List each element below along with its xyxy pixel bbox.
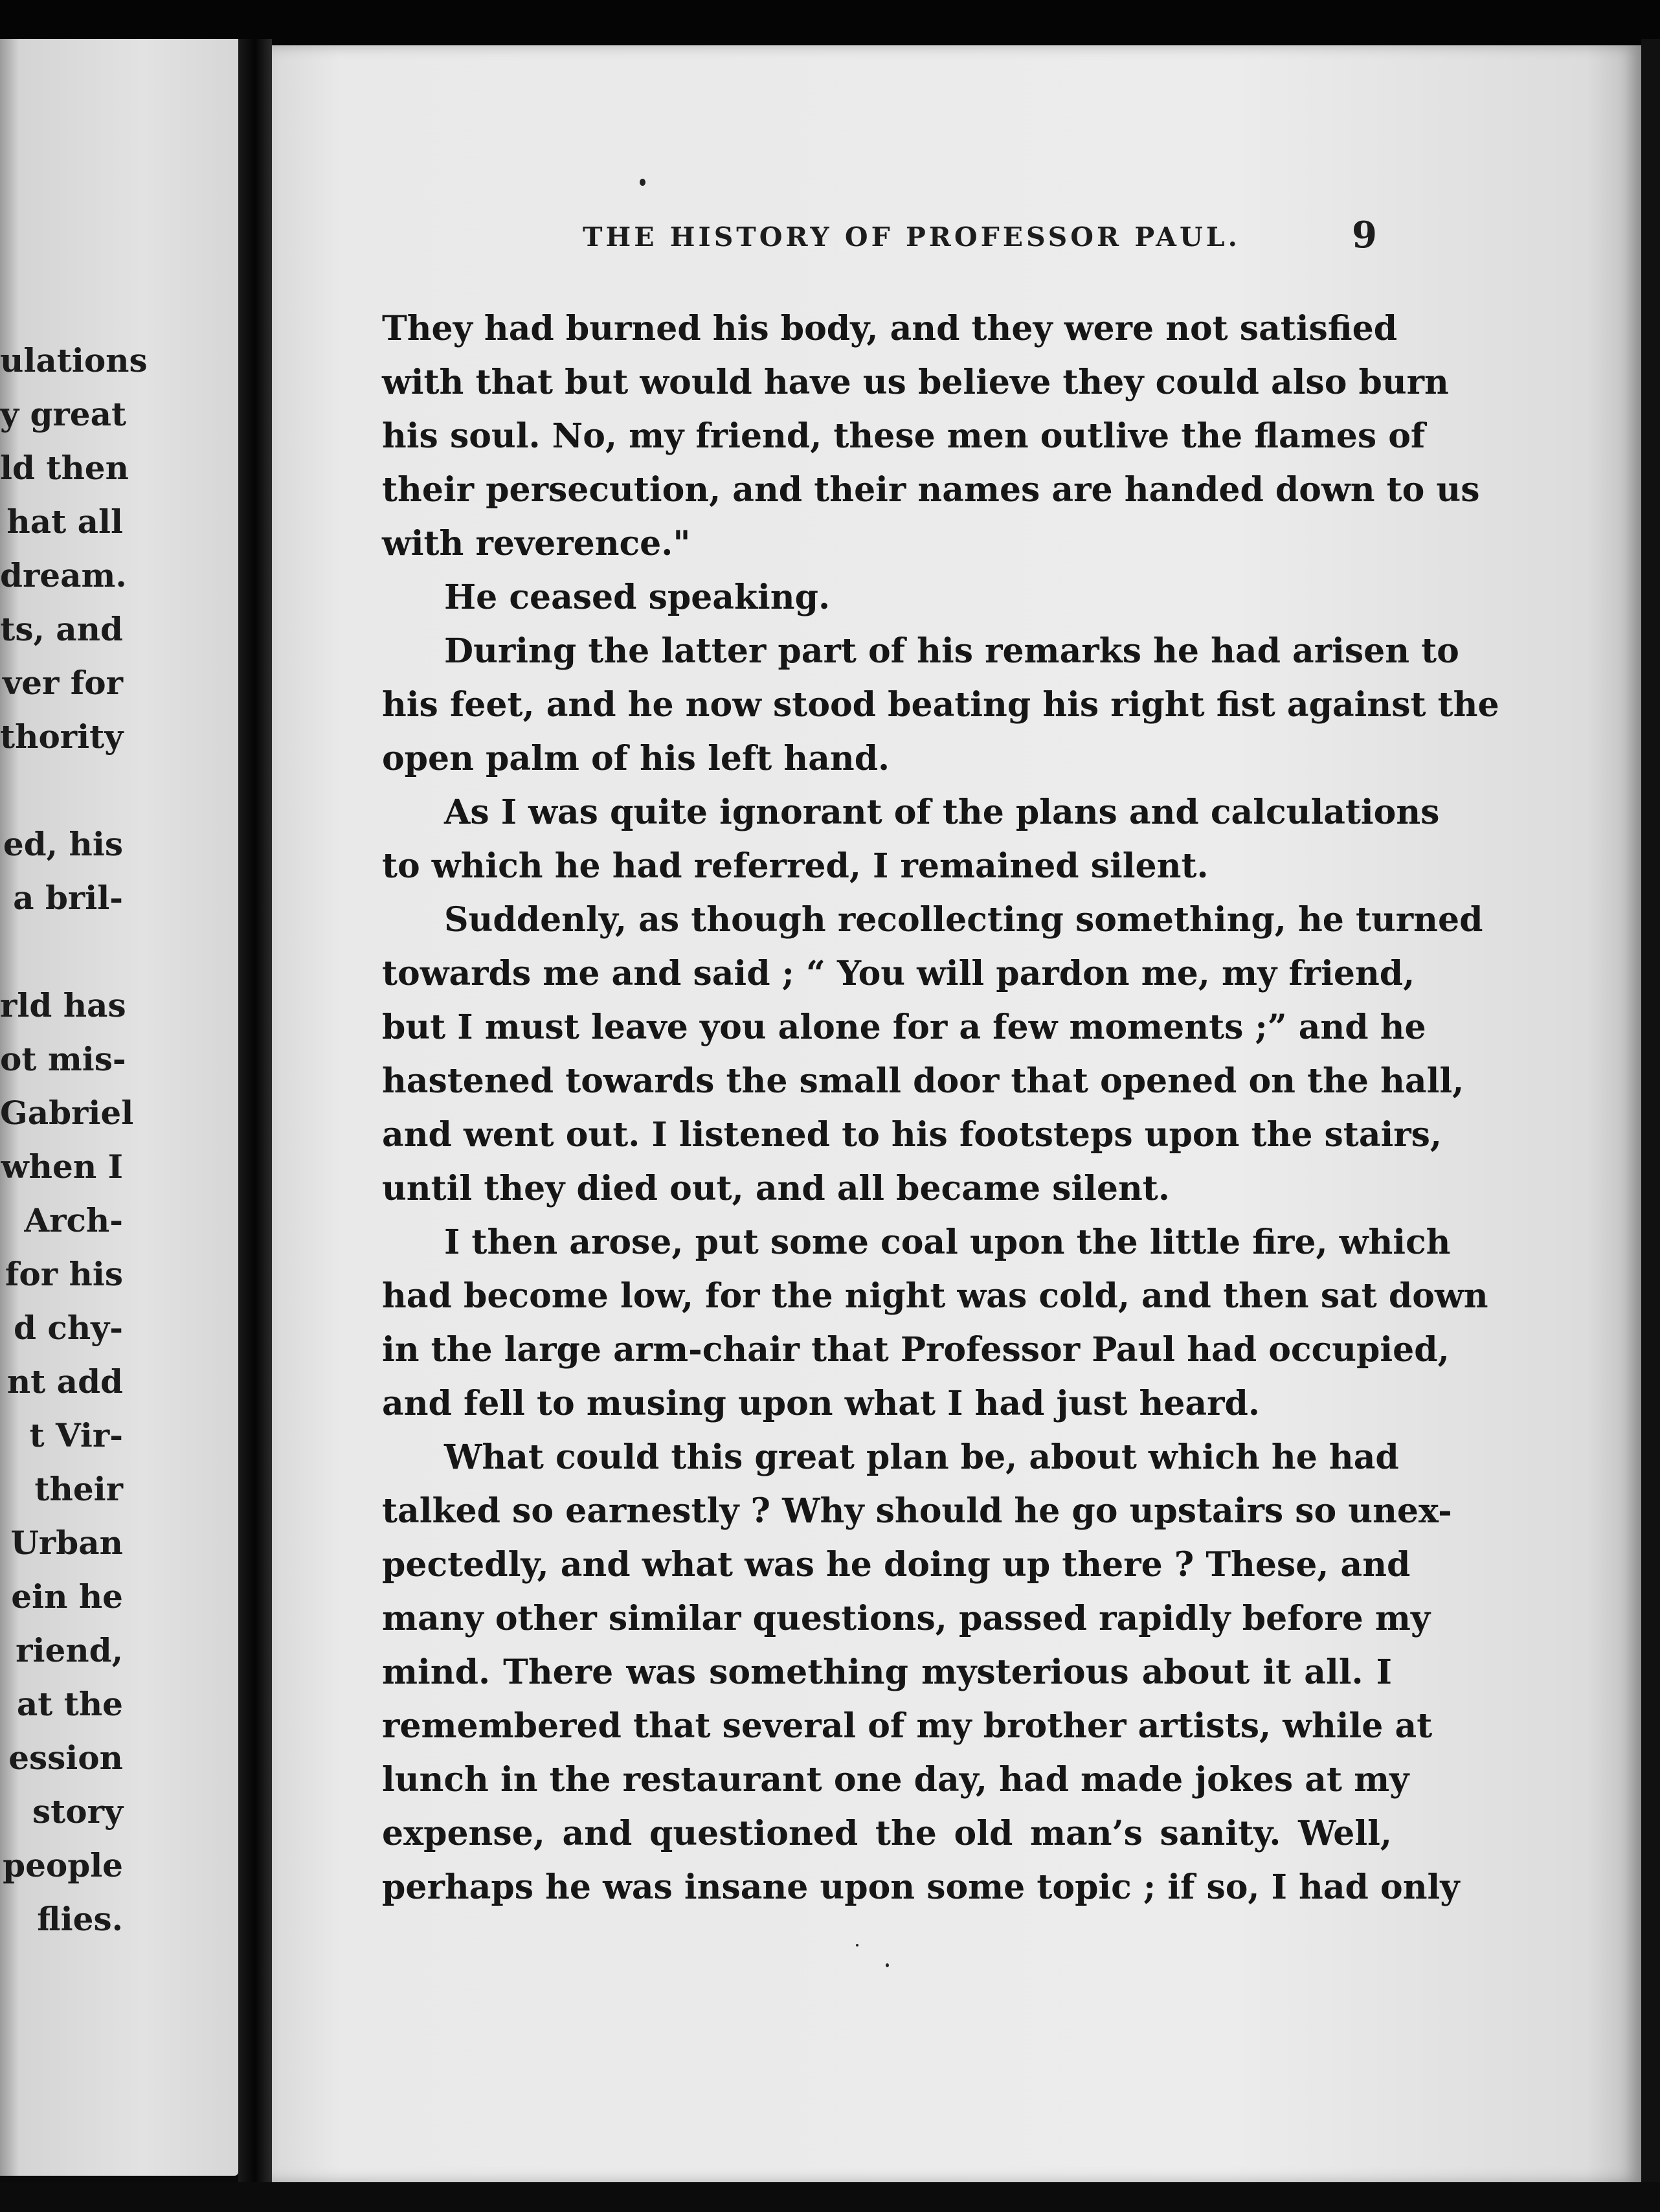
left-page-fragment: dream. — [0, 556, 127, 594]
scan-speck — [886, 1963, 889, 1967]
left-page-blank-line — [0, 763, 123, 817]
left-page-fragment: ot mis- — [0, 1040, 126, 1078]
scan-speck — [856, 1944, 858, 1947]
book-gutter — [238, 39, 272, 2212]
text-line: open palm of his left hand. — [382, 739, 890, 778]
scan-right-border — [1641, 39, 1660, 2212]
left-page-text — [0, 333, 148, 1946]
left-page-fragment: ld then — [0, 449, 129, 487]
text-line: expense, and questioned the old man’s sanity. Well, — [382, 1814, 1392, 1853]
left-page-blank-line — [0, 925, 123, 978]
left-page-fragment: a bril- — [13, 879, 123, 917]
left-page-fragment: ession — [8, 1739, 123, 1777]
text-line: and went out. I listened to his footsteps upon the stairs, — [382, 1115, 1442, 1155]
text-line: had become low, for the night was cold, and then sat down — [382, 1276, 1488, 1316]
text-line: their persecution, and their names are handed down to us — [382, 470, 1480, 510]
text-line: mind. There was something mysterious about it all. I — [382, 1653, 1392, 1692]
left-page-fragment: when I — [1, 1147, 123, 1186]
text-line: until they died out, and all became silent. — [382, 1169, 1170, 1208]
text-line: What could this great plan be, about which he had — [444, 1438, 1399, 1477]
left-page-fragment: ulations — [0, 341, 148, 379]
running-head-title: THE HISTORY OF PROFESSOR PAUL. — [583, 221, 1240, 253]
text-line: in the large arm-chair that Professor Paul had occupied, — [382, 1330, 1450, 1370]
body-text — [382, 302, 1499, 1914]
left-page-fragment: story — [32, 1792, 123, 1831]
text-line: hastened towards the small door that opened on the hall, — [382, 1061, 1464, 1101]
text-line: his soul. No, my friend, these men outlive the flames of — [382, 416, 1426, 456]
text-line: Suddenly, as though recollecting something, he turned — [444, 900, 1483, 940]
left-page-fragment: ein he — [11, 1577, 123, 1616]
left-page-fragment: thority — [0, 717, 124, 756]
left-page-fragment: hat all — [6, 502, 123, 541]
text-line: but I must leave you alone for a few moments ;” and he — [382, 1008, 1426, 1047]
text-line: lunch in the restaurant one day, had made jokes at my — [382, 1760, 1409, 1800]
left-page-fragment: d chy- — [14, 1309, 123, 1347]
text-line: I then arose, put some coal upon the little fire, which — [444, 1223, 1451, 1262]
left-page-fragment: people — [3, 1846, 123, 1884]
page-number: 9 — [1352, 214, 1377, 256]
left-page-fragment: Gabriel — [0, 1094, 134, 1132]
scan-speck — [640, 179, 645, 186]
left-page-fragment: Arch- — [24, 1201, 123, 1239]
text-line: towards me and said ; “ You will pardon me, my friend, — [382, 954, 1415, 993]
text-line: and fell to musing upon what I had just heard. — [382, 1384, 1260, 1423]
scan-bottom-border — [0, 2182, 1660, 2212]
text-line: with that but would have us believe they could also burn — [382, 363, 1449, 402]
text-line: remembered that several of my brother artists, while at — [382, 1706, 1433, 1746]
left-page-fragment: rld has — [0, 986, 126, 1024]
text-line: talked so earnestly ? Why should he go upstairs so unex- — [382, 1491, 1452, 1531]
left-page-fragment: Urban — [10, 1524, 123, 1562]
left-page-fragment: ver for — [3, 664, 123, 702]
text-line: with reverence." — [382, 524, 691, 563]
left-page-fragment: riend, — [16, 1631, 123, 1669]
text-line: During the latter part of his remarks he had arisen to — [444, 631, 1459, 671]
left-page — [0, 39, 238, 2176]
left-page-fragment: ed, his — [3, 825, 123, 863]
left-page-fragment: their — [34, 1470, 123, 1508]
text-line: his feet, and he now stood beating his right fist against the — [382, 685, 1499, 725]
text-line: As I was quite ignorant of the plans and calculations — [444, 793, 1440, 832]
left-page-fragment: ts, and — [0, 610, 123, 648]
text-line: He ceased speaking. — [444, 578, 831, 617]
left-page-fragment: flies. — [37, 1900, 123, 1938]
left-page-fragment: for his — [5, 1255, 123, 1293]
left-page-fragment: nt add — [6, 1362, 123, 1401]
left-page-fragment: t Vir- — [29, 1416, 123, 1454]
text-line: They had burned his body, and they were not satisfied — [382, 309, 1398, 348]
text-line: many other similar questions, passed rapidly before my — [382, 1599, 1431, 1638]
text-line: pectedly, and what was he doing up there ? These, and — [382, 1545, 1411, 1585]
left-page-fragment: y great — [0, 395, 127, 433]
text-line: to which he had referred, I remained silent. — [382, 846, 1209, 886]
left-page-fragment: at the — [16, 1685, 123, 1723]
text-line: perhaps he was insane upon some topic ; if so, I had only — [382, 1868, 1460, 1907]
